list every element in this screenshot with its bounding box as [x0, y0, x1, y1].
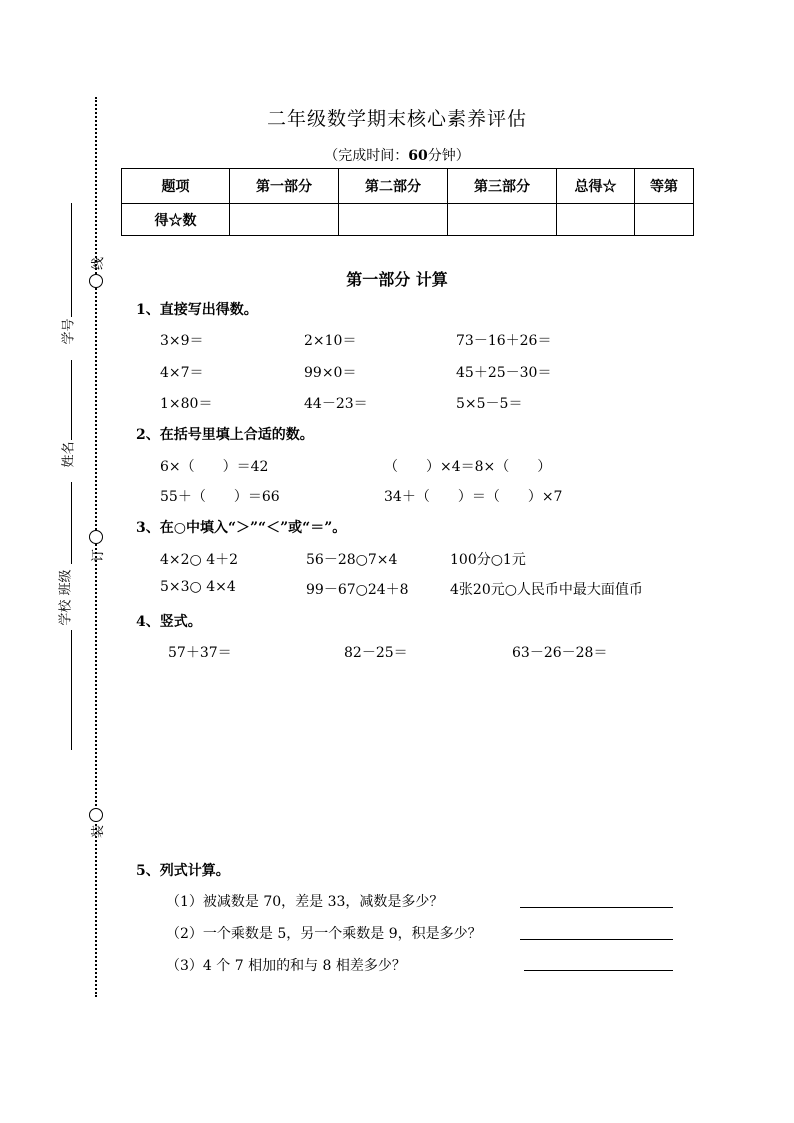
student-no-line [71, 203, 72, 317]
header-cell: 第一部分 [230, 169, 339, 204]
score-input-cell[interactable] [635, 204, 694, 236]
q1-item: 2×10＝ [304, 333, 357, 349]
margin-order-char: 订 [91, 548, 107, 563]
q2-item: 34＋（ ）＝（ ）×7 [384, 489, 563, 505]
score-input-cell[interactable] [230, 204, 339, 236]
section-title: 第一部分 计算 [346, 270, 448, 289]
order-circle-icon [89, 530, 103, 544]
q1-title: 1、直接写出得数。 [136, 302, 258, 318]
margin-binding-char: 装 [91, 824, 107, 839]
q3-item: 4张20元○人民币中最大面值币 [450, 582, 643, 598]
q3-item: 56－28○7×4 [306, 552, 398, 568]
answer-blank[interactable] [520, 939, 673, 940]
q2-item: （ ）×4＝8×（ ） [384, 459, 552, 475]
q2-title: 2、在括号里填上合适的数。 [136, 427, 314, 443]
score-input-cell[interactable] [339, 204, 448, 236]
q3-item: 4×2○ 4＋2 [160, 552, 239, 568]
q3-title: 3、在○中填入“＞”“＜”或“＝”。 [136, 520, 347, 536]
score-input-cell[interactable] [557, 204, 635, 236]
header-cell: 第三部分 [448, 169, 557, 204]
q3-item: 5×3○ 4×4 [160, 579, 236, 595]
school-line [71, 630, 72, 750]
class-line [71, 482, 72, 564]
header-cell: 题项 [122, 169, 230, 204]
margin-line-char: 线 [91, 256, 107, 271]
score-table-row [122, 204, 694, 236]
q3-item: 100分○1元 [450, 552, 526, 568]
q1-item: 73－16＋26＝ [456, 333, 552, 349]
q1-item: 44－23＝ [304, 396, 368, 412]
binding-circle-icon [89, 808, 103, 822]
q4-item: 57＋37＝ [168, 645, 232, 661]
q1-item: 1×80＝ [160, 396, 213, 412]
q5-title: 5、列式计算。 [136, 863, 230, 879]
time-subtitle: （完成时间：60分钟） [324, 148, 470, 164]
score-table [121, 168, 694, 236]
q1-item: 3×9＝ [160, 333, 204, 349]
q1-item: 45＋25－30＝ [456, 365, 552, 381]
class-label: 学校 班级 [58, 569, 74, 626]
q4-item: 63－26－28＝ [512, 645, 608, 661]
answer-blank[interactable] [520, 907, 673, 908]
row-label-cell: 得☆数 [122, 204, 230, 236]
header-cell: 总得☆ [557, 169, 635, 204]
header-cell: 等第 [635, 169, 694, 204]
q5-item: （1）被减数是 70，差是 33，减数是多少？ [166, 894, 444, 910]
answer-blank[interactable] [524, 970, 673, 971]
binding-dotted-line [95, 97, 97, 997]
page-title: 二年级数学期末核心素养评估 [266, 108, 527, 130]
time-value: 60 [408, 148, 428, 164]
q3-item: 99－67○24＋8 [306, 582, 409, 598]
name-line [71, 360, 72, 440]
score-input-cell[interactable] [448, 204, 557, 236]
header-cell: 第二部分 [339, 169, 448, 204]
q1-item: 5×5－5＝ [456, 396, 523, 412]
q2-item: 6×（ ）＝42 [160, 459, 269, 475]
q4-item: 82－25＝ [344, 645, 408, 661]
q1-item: 99×0＝ [304, 365, 357, 381]
q2-item: 55＋（ ）＝66 [160, 489, 280, 505]
q4-title: 4、竖式。 [136, 614, 202, 630]
student-no-label: 学号 [61, 318, 77, 345]
q5-item: （3）4 个 7 相加的和与 8 相差多少？ [166, 958, 406, 974]
q1-item: 4×7＝ [160, 365, 204, 381]
q5-item: （2）一个乘数是 5，另一个乘数是 9，积是多少？ [166, 926, 482, 942]
name-label: 姓名 [61, 441, 77, 468]
score-table-header-row [122, 169, 694, 204]
